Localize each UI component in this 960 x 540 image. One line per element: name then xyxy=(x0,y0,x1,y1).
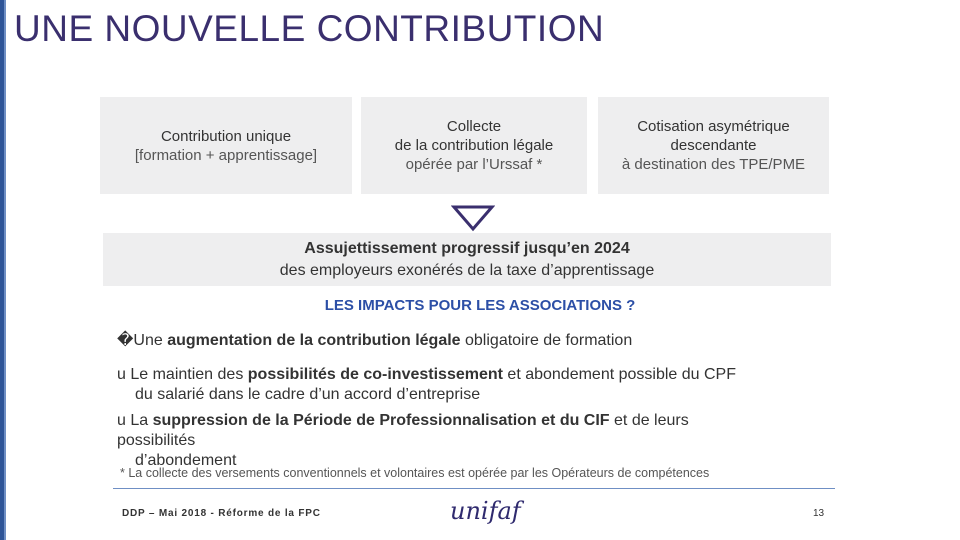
bullet-continuation: du salarié dans le cadre d’un accord d’entreprise xyxy=(135,386,481,403)
box-line: [formation + apprentissage] xyxy=(134,146,318,164)
box-collecte xyxy=(361,97,587,194)
bullet-text-pre: Une xyxy=(133,332,168,349)
bullet-text-strong: suppression de la Période de Professionnalisation et du CIF xyxy=(152,412,610,429)
slide-title: UNE NOUVELLE CONTRIBUTION xyxy=(14,8,605,49)
unifaf-logo: unifaf xyxy=(450,497,521,525)
footer-caption: DDP – Mai 2018 - Réforme de la FPC xyxy=(122,508,321,519)
box-line: descendante xyxy=(670,137,757,154)
bullet-text-pre: La xyxy=(125,412,153,429)
box-line: Contribution unique xyxy=(160,127,292,145)
box-line: à destination des TPE/PME xyxy=(621,156,806,173)
bullet-text-post: obligatoire de formation xyxy=(460,332,633,349)
bullet-marker: u xyxy=(117,366,126,383)
box-line: Collecte xyxy=(446,118,502,135)
box-line: Cotisation asymétrique xyxy=(637,118,790,135)
page-number: 13 xyxy=(813,508,825,519)
bullet-text-post: et de leurs xyxy=(609,412,689,429)
bullet-continuation: d’abondement xyxy=(135,452,237,469)
bullet-text-strong: possibilités de co-investissement xyxy=(247,366,503,383)
down-triangle-icon xyxy=(451,204,495,232)
band-line-2: des employeurs exonérés de la taxe d’apprentissage xyxy=(279,261,655,279)
box-cotisation xyxy=(598,97,829,194)
bullet-continuation: possibilités xyxy=(117,432,196,449)
bullet-maintien xyxy=(117,365,736,405)
bullet-marker: � xyxy=(117,332,134,349)
band-line-1: Assujettissement progressif jusqu’en 2024 xyxy=(304,239,630,257)
impacts-heading: LES IMPACTS POUR LES ASSOCIATIONS ? xyxy=(324,297,636,314)
footer-divider xyxy=(113,488,835,489)
bullet-text-post: et abondement possible du CPF xyxy=(502,366,736,383)
left-accent-line xyxy=(4,0,6,540)
bullet-suppression xyxy=(117,411,689,471)
box-contribution-unique xyxy=(100,97,352,194)
bullet-marker: u xyxy=(117,412,126,429)
bullet-text-strong: augmentation de la contribution légale xyxy=(167,332,461,349)
bullet-text-pre: Le maintien des xyxy=(125,366,248,383)
box-line: de la contribution légale xyxy=(394,137,554,154)
bullet-augmentation xyxy=(117,331,632,351)
assujettissement-band xyxy=(103,233,831,286)
footnote: * La collecte des versements conventionnels et volontaires est opérée par les Opérateurs de compétences xyxy=(120,466,710,480)
box-line: opérée par l’Urssaf * xyxy=(405,156,543,173)
